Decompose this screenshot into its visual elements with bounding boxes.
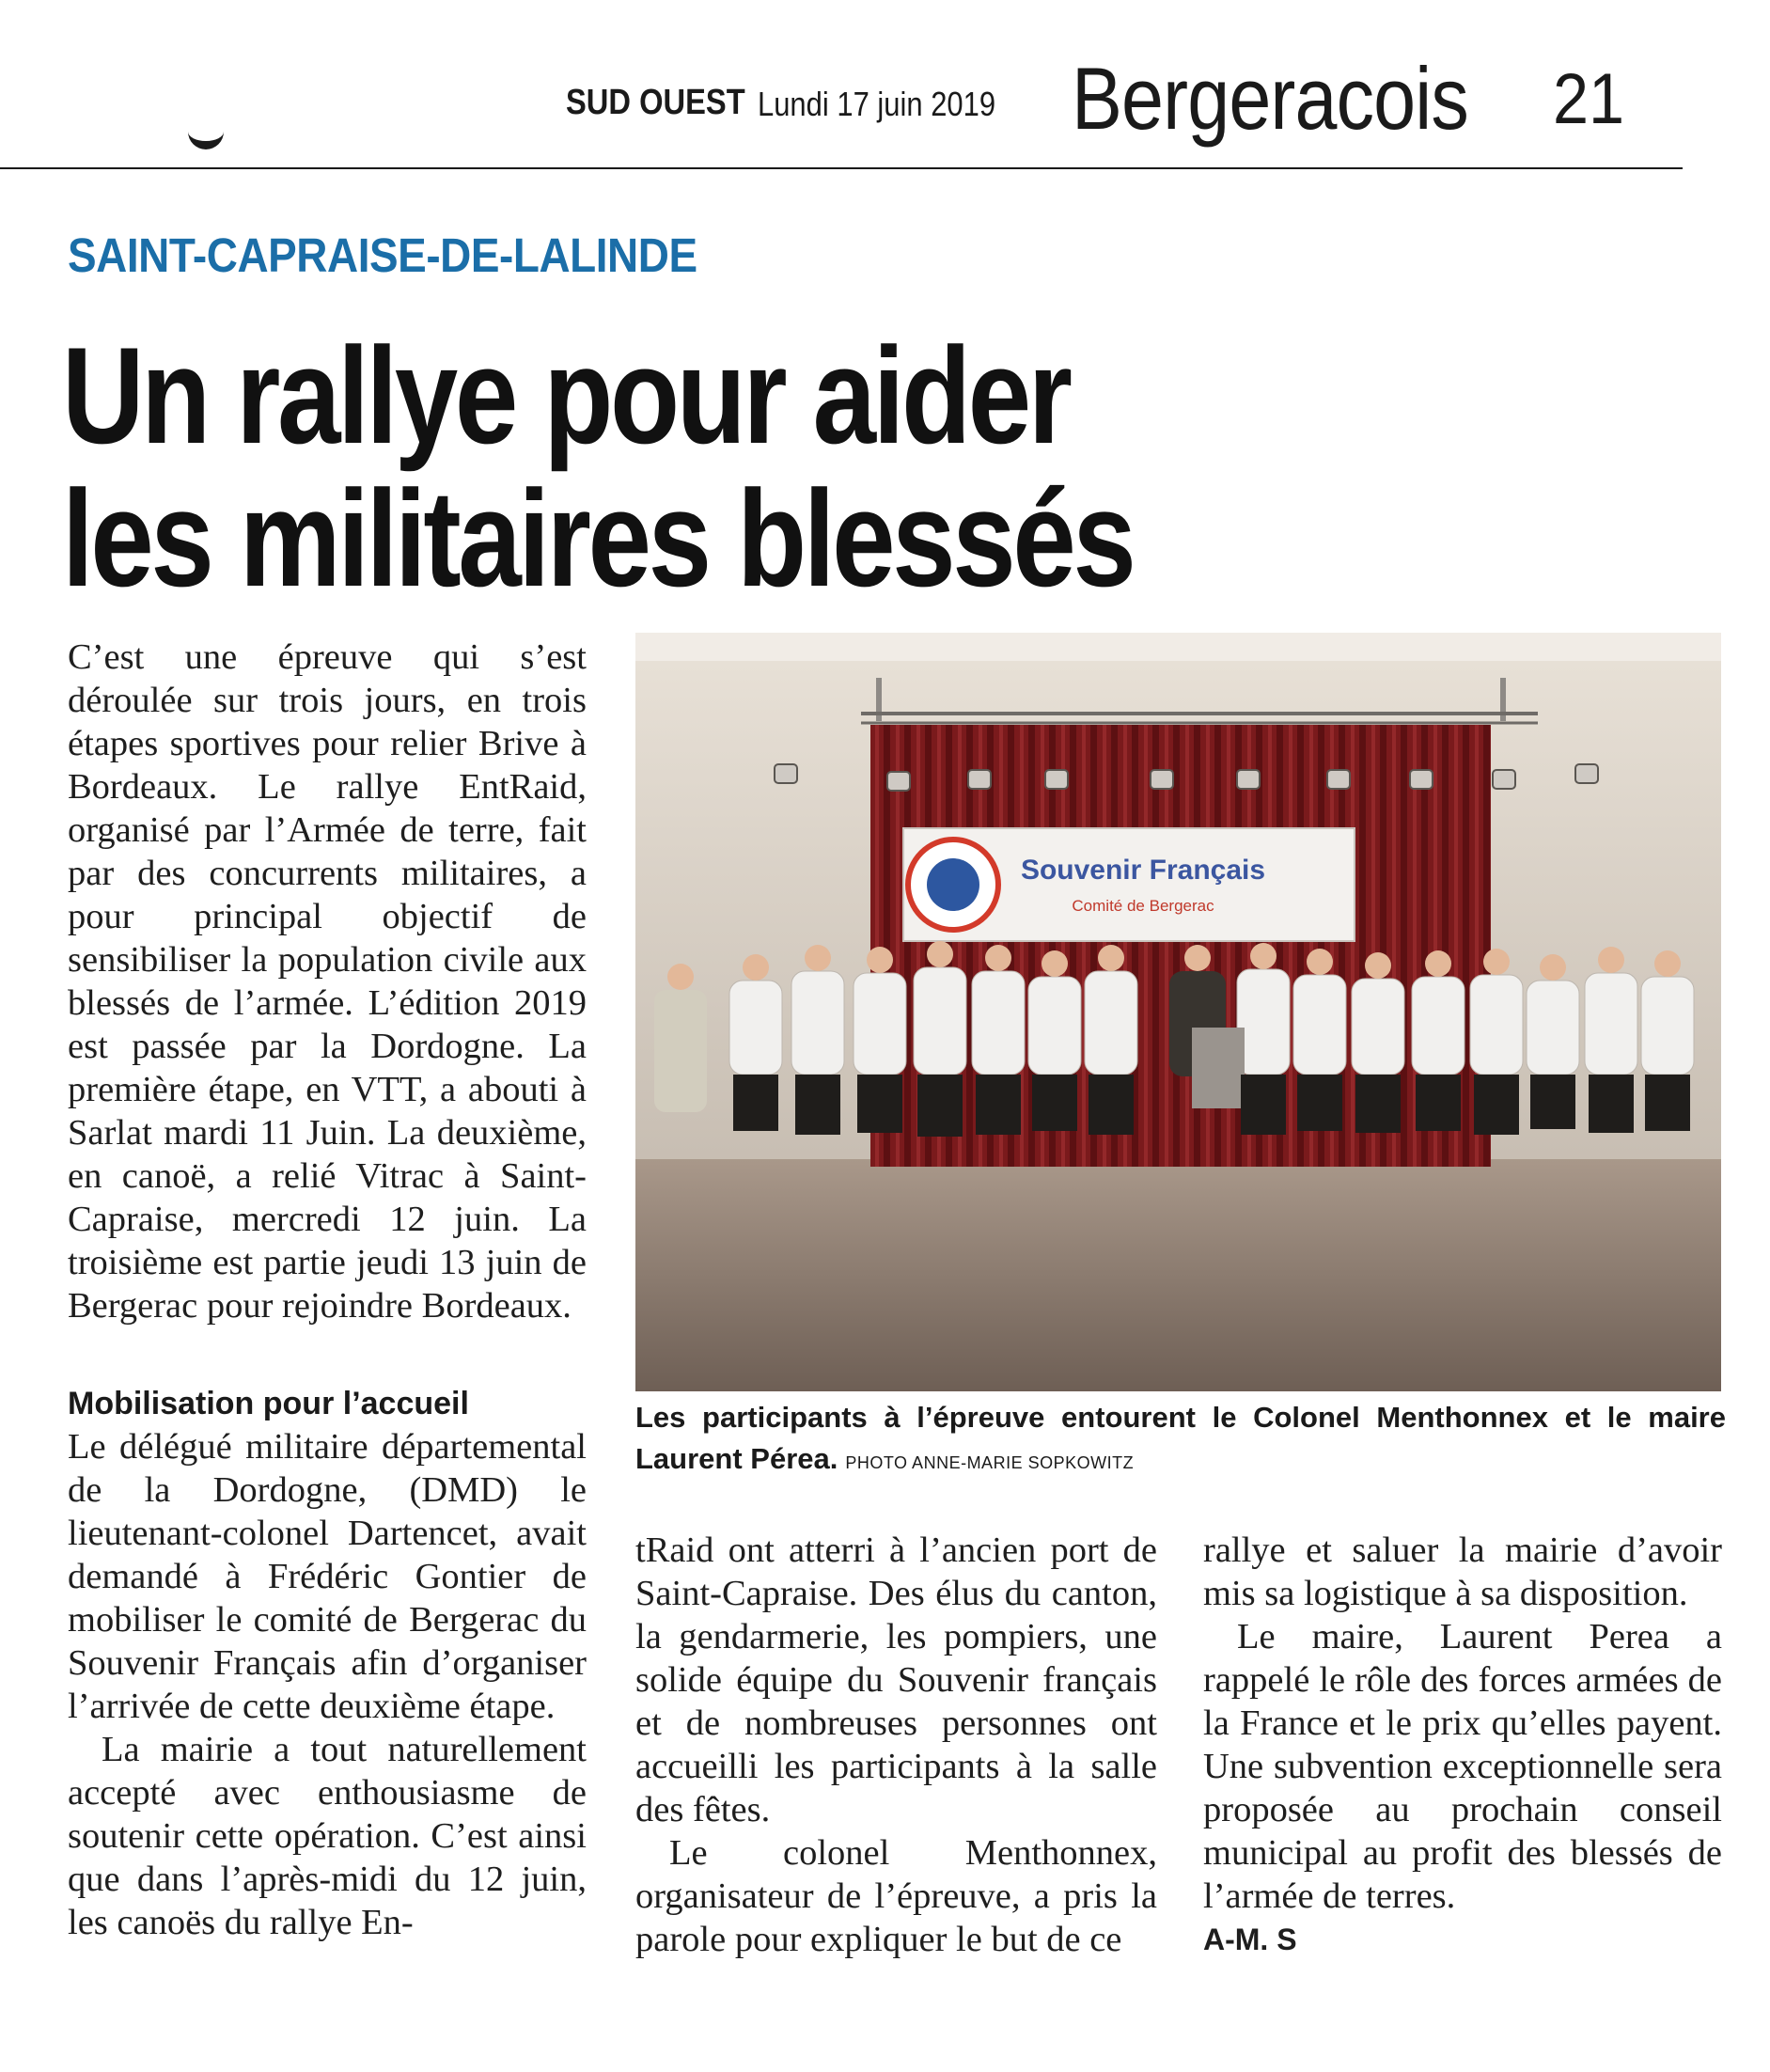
banner-text: Souvenir Français (1020, 855, 1266, 886)
article-column-3 (1203, 1529, 1722, 1961)
headline-line-2: les militaires blessés (62, 462, 1134, 615)
article-subhead: Mobilisation pour l’accueil (68, 1386, 469, 1421)
banner-subtext: Comité de Bergerac (1072, 897, 1214, 915)
section-title: Bergeracois (1072, 49, 1468, 148)
photo-illustration (635, 633, 1721, 1391)
page-number: 21 (1553, 59, 1625, 139)
article-column-2 (635, 1529, 1157, 1961)
article-photo (635, 633, 1721, 1391)
article-headline (62, 319, 1388, 615)
previous-page-fragment (188, 120, 224, 149)
article-column-1 (68, 636, 587, 1944)
article-paragraph-4-continued: rallye et saluer la mairie d’avoir mis sa logistique à sa disposition. (1203, 1530, 1722, 1613)
photo-caption (635, 1397, 1726, 1483)
headline-line-1: Un rallye pour aider (62, 319, 1070, 472)
issue-date: Lundi 17 juin 2019 (758, 85, 996, 123)
article-paragraph-3-continued: tRaid ont atterri à l’ancien port de Saint-Capraise. Des élus du canton, la gendarmerie, les pompiers, une solide équipe du Souvenir français et de nombreuses personnes ont accueilli les participants à la salle des fêtes. (635, 1530, 1157, 1829)
caption-text: Les participants à l’épreuve entourent le Colonel Menthonnex et le maire Laurent Pérea. (635, 1401, 1726, 1475)
article-paragraph-2: Le délégué militaire départemental de la Dordogne, (DMD) le lieutenant-colonel Dartencet, avait demandé à Frédéric Gontier de mobiliser le comité de Bergerac du Souvenir Français afin d’organiser l’arrivée de cette deuxième étape. (68, 1427, 587, 1726)
author-signature: A-M. S (1203, 1923, 1297, 1956)
article-kicker: SAINT-CAPRAISE-DE-LALINDE (68, 228, 697, 282)
newspaper-brand: SUD OUEST (566, 83, 745, 122)
photo-credit: PHOTO ANNE-MARIE SOPKOWITZ (845, 1453, 1135, 1472)
article-paragraph-3: La mairie a tout naturellement accepté avec enthousiasme de soutenir cette opération. C’est ainsi que dans l’après-midi du 12 juin, les canoës du rallye En- (68, 1730, 587, 1942)
article-paragraph-4: Le colonel Menthonnex, organisateur de l’épreuve, a pris la parole pour expliquer le but de ce (635, 1833, 1157, 1959)
article-paragraph-5: Le maire, Laurent Perea a rappelé le rôle des forces armées de la France et le prix qu’elles payent. Une subvention exceptionnelle sera proposée au prochain conseil municipal au profit des blessés de l’armée de terres. (1203, 1617, 1722, 1916)
page-header (0, 0, 1683, 169)
article-paragraph-1: C’est une épreuve qui s’est déroulée sur trois jours, en trois étapes sportives pour relier Brive à Bordeaux. Le rallye EntRaid, organisé par l’Armée de terre, fait par des concurrents militaires, a pour principal objectif de sensibiliser la population civile aux blessés de l’armée. L’édition 2019 est passée par la Dordogne. La première étape, en VTT, a abouti à Sarlat mardi 11 Juin. La deuxième, en canoë, a relié Vitrac à Saint-Capraise, mercredi 12 juin. La troisième est partie jeudi 13 juin de Bergerac pour rejoindre Bordeaux. (68, 637, 587, 1326)
